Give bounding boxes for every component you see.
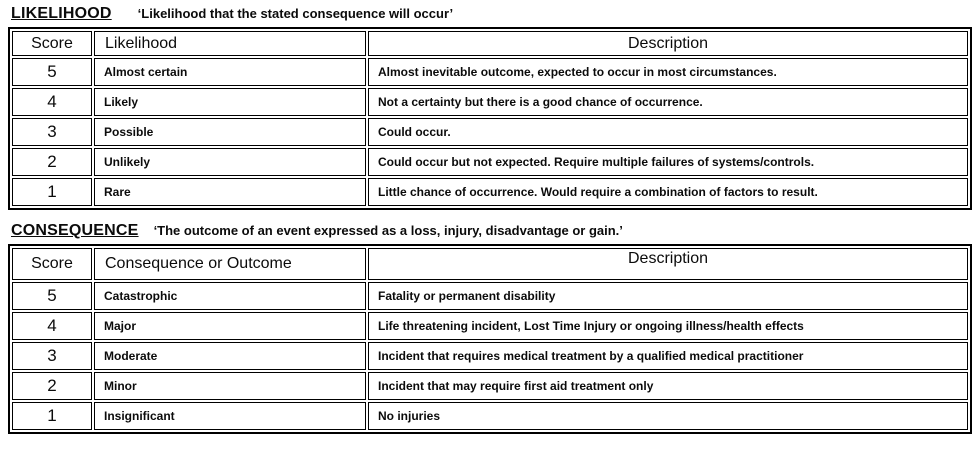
score-cell: 2 xyxy=(12,372,92,400)
consequence-header-row xyxy=(12,248,968,280)
likelihood-section xyxy=(8,5,972,210)
likelihood-table xyxy=(8,27,972,210)
table-row xyxy=(12,282,968,310)
score-cell: 1 xyxy=(12,178,92,206)
label-cell: Catastrophic xyxy=(94,282,366,310)
section-title-likelihood: LIKELIHOOD xyxy=(11,5,112,22)
description-cell: Could occur. xyxy=(368,118,968,146)
consequence-heading xyxy=(11,222,972,240)
table-row xyxy=(12,372,968,400)
consequence-table xyxy=(8,244,972,434)
label-cell: Unlikely xyxy=(94,148,366,176)
description-cell: Not a certainty but there is a good chance of occurrence. xyxy=(368,88,968,116)
label-cell: Minor xyxy=(94,372,366,400)
score-cell: 5 xyxy=(12,58,92,86)
label-cell: Likely xyxy=(94,88,366,116)
section-subtitle-consequence: ‘The outcome of an event expressed as a loss, injury, disadvantage or gain.’ xyxy=(153,223,623,238)
description-cell: No injuries xyxy=(368,402,968,430)
label-cell: Insignificant xyxy=(94,402,366,430)
score-cell: 3 xyxy=(12,118,92,146)
column-header-description: Description xyxy=(368,248,968,280)
column-header-score: Score xyxy=(12,31,92,56)
label-cell: Possible xyxy=(94,118,366,146)
table-row xyxy=(12,148,968,176)
score-cell: 5 xyxy=(12,282,92,310)
table-row xyxy=(12,312,968,340)
score-cell: 2 xyxy=(12,148,92,176)
description-cell: Could occur but not expected. Require multiple failures of systems/controls. xyxy=(368,148,968,176)
description-cell: Life threatening incident, Lost Time Injury or ongoing illness/health effects xyxy=(368,312,968,340)
description-cell: Fatality or permanent disability xyxy=(368,282,968,310)
section-title-consequence: CONSEQUENCE xyxy=(11,222,139,239)
label-cell: Rare xyxy=(94,178,366,206)
description-cell: Almost inevitable outcome, expected to occur in most circumstances. xyxy=(368,58,968,86)
label-cell: Almost certain xyxy=(94,58,366,86)
column-header-likelihood: Likelihood xyxy=(94,31,366,56)
description-cell: Incident that requires medical treatment by a qualified medical practitioner xyxy=(368,342,968,370)
score-cell: 4 xyxy=(12,88,92,116)
table-row xyxy=(12,58,968,86)
section-subtitle-likelihood: ‘Likelihood that the stated consequence will occur’ xyxy=(137,6,454,21)
score-cell: 1 xyxy=(12,402,92,430)
table-row xyxy=(12,402,968,430)
consequence-section xyxy=(8,222,972,434)
score-cell: 4 xyxy=(12,312,92,340)
likelihood-header-row xyxy=(12,31,968,56)
table-row xyxy=(12,88,968,116)
table-row xyxy=(12,342,968,370)
description-cell: Incident that may require first aid treatment only xyxy=(368,372,968,400)
column-header-score: Score xyxy=(12,248,92,280)
column-header-consequence-or-outcome: Consequence or Outcome xyxy=(94,248,366,280)
likelihood-heading xyxy=(11,5,972,23)
table-row xyxy=(12,178,968,206)
column-header-description: Description xyxy=(368,31,968,56)
table-row xyxy=(12,118,968,146)
label-cell: Major xyxy=(94,312,366,340)
description-cell: Little chance of occurrence. Would require a combination of factors to result. xyxy=(368,178,968,206)
score-cell: 3 xyxy=(12,342,92,370)
label-cell: Moderate xyxy=(94,342,366,370)
